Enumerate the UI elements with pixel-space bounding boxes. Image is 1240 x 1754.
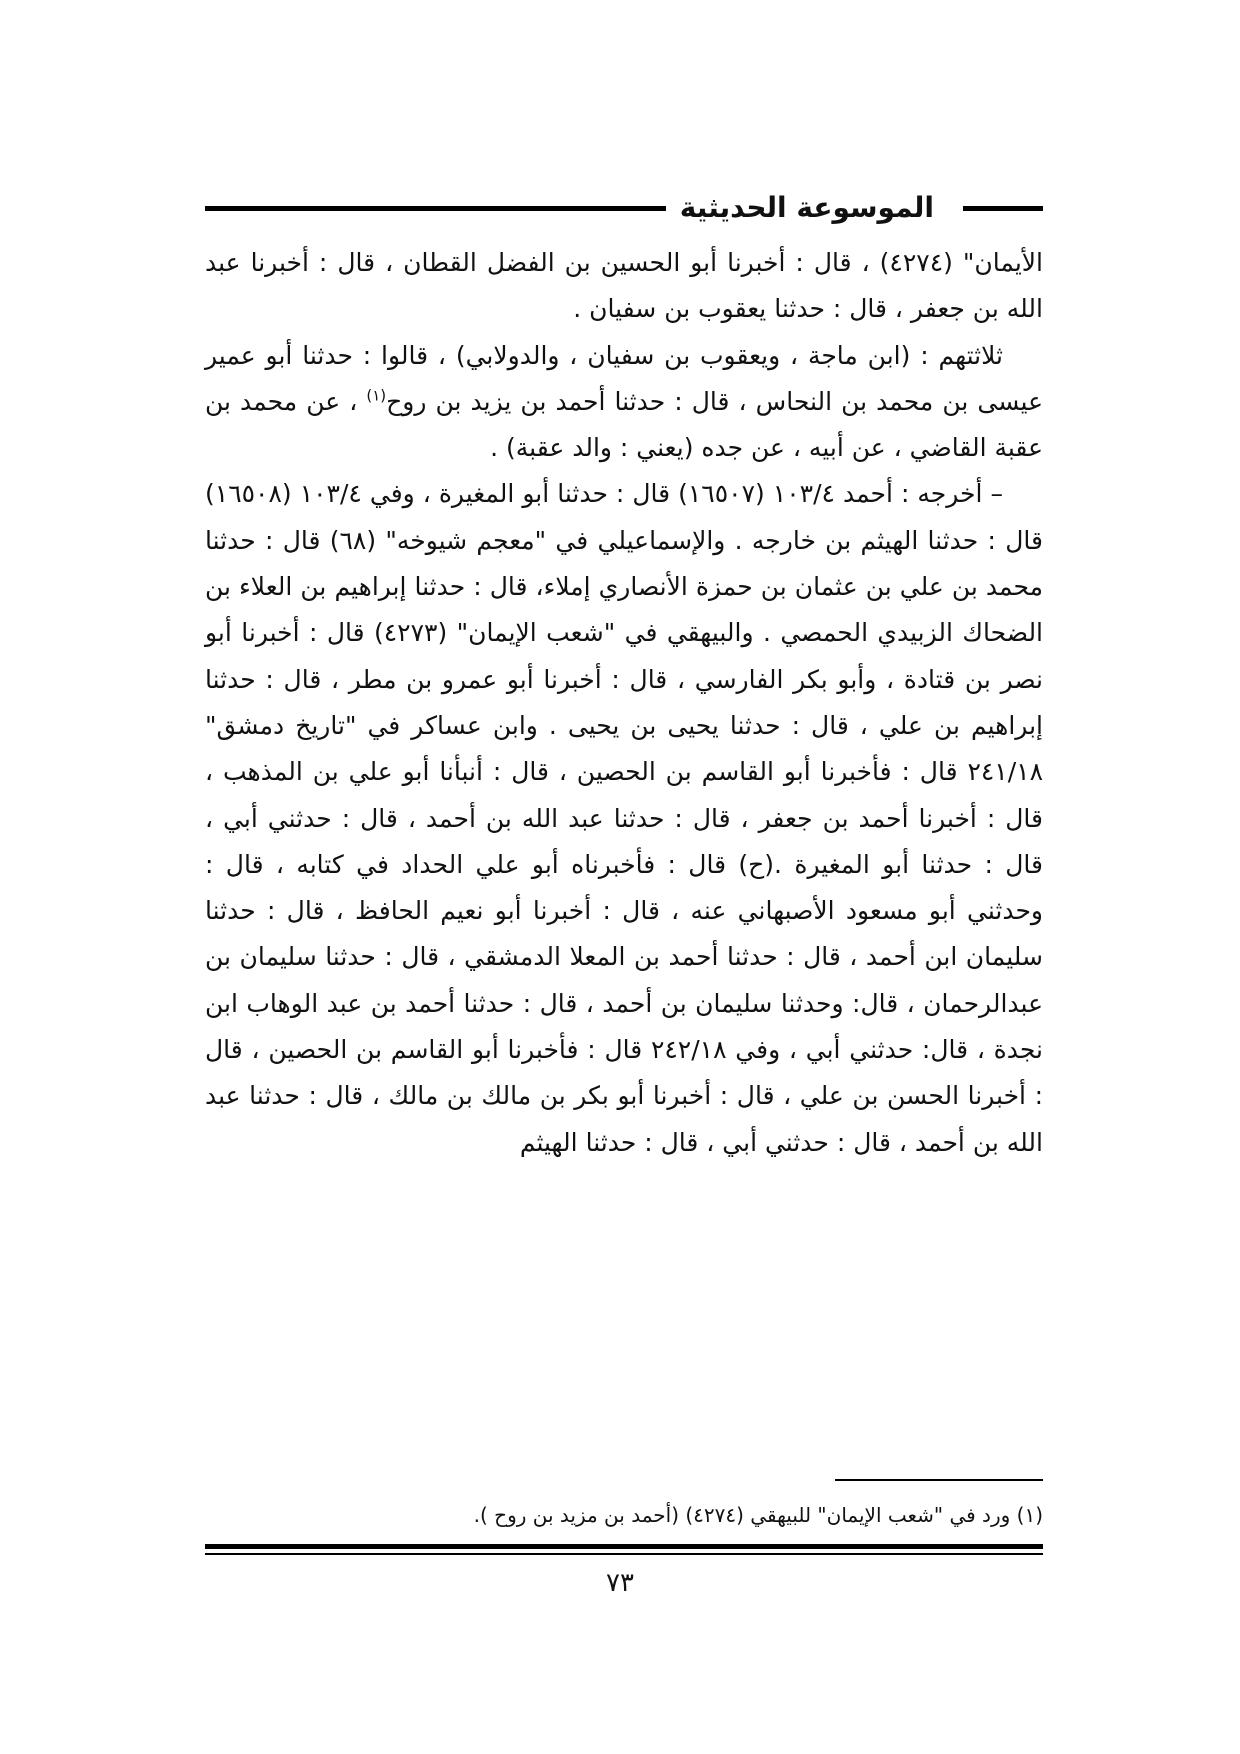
main-text	[205, 240, 1043, 1166]
paragraph-3: – أخرجه : أحمد ١٠٣/٤ (١٦٥٠٧) قال : حدثنا أبو المغيرة ، وفي ١٠٣/٤ (١٦٥٠٨) قال : حدثنا الهيثم بن خارجه . والإسماعيلي في "معجم شيوخه" (٦٨) قال : حدثنا محمد بن علي بن عثمان بن حمزة الأنصاري إملاء، قال : حدثنا إبراهيم بن العلاء بن الضحاك الزبيدي الحمصي . والبيهقي في "شعب الإيمان" (٤٢٧٣) قال : أخبرنا أبو نصر بن قتادة ، وأبو بكر الفارسي ، قال : أخبرنا أبو عمرو بن مطر ، قال : حدثنا إبراهيم بن علي ، قال : حدثنا يحيى بن يحيى . وابن عساكر في "تاريخ دمشق" ٢٤١/١٨ قال : فأخبرنا أبو القاسم بن الحصين ، قال : أنبأنا أبو علي بن المذهب ، قال : أخبرنا أحمد بن جعفر ، قال : حدثنا عبد الله بن أحمد ، قال : حدثني أبي ، قال : حدثنا أبو المغيرة .(ح) قال : فأخبرناه أبو علي الحداد في كتابه ، قال : وحدثني أبو مسعود الأصبهاني عنه ، قال : أخبرنا أبو نعيم الحافظ ، قال : حدثنا سليمان ابن أحمد ، قال : حدثنا أحمد بن المعلا الدمشقي ، قال : حدثنا سليمان بن عبدالرحمان ، قال: وحدثنا سليمان بن أحمد ، قال : حدثنا أحمد بن عبد الوهاب ابن نجدة ، قال: حدثني أبي ، وفي ٢٤٢/١٨ قال : فأخبرنا أبو القاسم بن الحصين ، قال : أخبرنا الحسن بن علي ، قال : أخبرنا أبو بكر بن مالك بن مالك ، قال : حدثنا عبد الله بن أحمد ، قال : حدثني أبي ، قال : حدثنا الهيثم	[205, 479, 1044, 1157]
header-title: الموسوعة الحديثية	[666, 190, 948, 226]
footnote-separator	[835, 1479, 1043, 1481]
footnote: (١) ورد في "شعب الإيمان" للبيهقي (٤٢٧٤) (أحمد بن مزيد بن روح ).	[473, 1503, 1043, 1527]
paragraph-2	[205, 333, 1043, 472]
page-number: ٧٣	[606, 1568, 634, 1598]
paragraph-2-tail: ، عن محمد بن عقبة القاضي ، عن أبيه ، عن جده (يعني : والد عقبة) .	[205, 386, 1043, 463]
bottom-rule-thick	[205, 1544, 1043, 1549]
bottom-rule-thin	[205, 1553, 1043, 1555]
footnote-reference: (١)	[366, 386, 387, 405]
header-rule-right	[963, 206, 1043, 211]
running-header	[205, 190, 1043, 230]
paragraph-1: الأيمان" (٤٢٧٤) ، قال : أخبرنا أبو الحسين بن الفضل القطان ، قال : أخبرنا عبد الله بن جعفر ، قال : حدثنا يعقوب بن سفيان .	[205, 248, 1043, 324]
paragraph-2-main: ثلاثتهم : (ابن ماجة ، ويعقوب بن سفيان ، والدولابي) ، قالوا : حدثنا أبو عمير عيسى بن محمد بن النحاس ، قال : حدثنا أحمد بن يزيد بن روح	[205, 340, 1043, 416]
